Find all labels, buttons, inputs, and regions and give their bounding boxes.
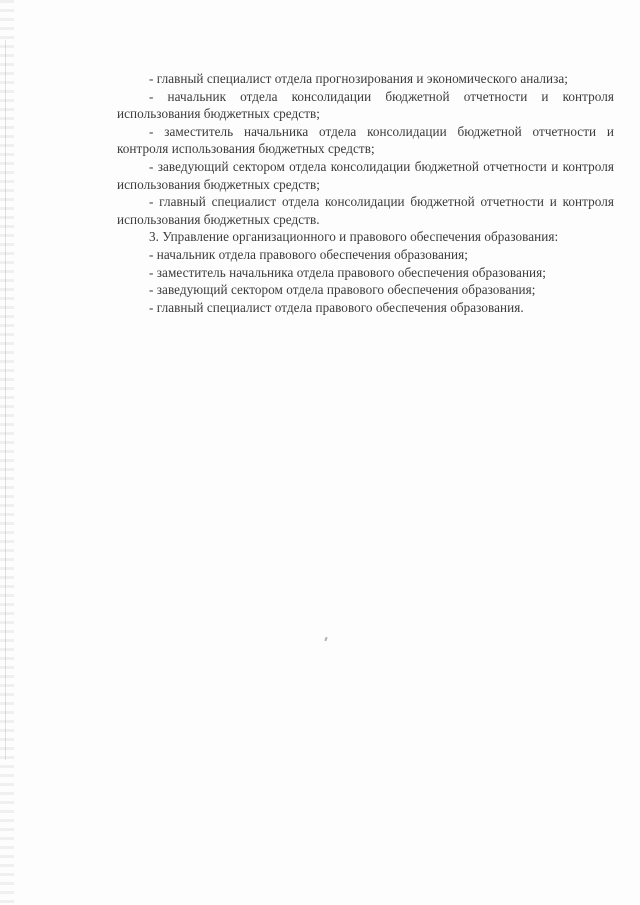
list-item: - заместитель начальника отдела консолидации бюджетной отчетности и контроля использования бюджетных средств; [117,123,614,157]
list-item: - главный специалист отдела правового обеспечения образования. [149,299,524,315]
list-item: - заведующий сектором отдела правового обеспечения образования; [149,282,536,298]
list-item: - начальник отдела консолидации бюджетной отчетности и контроля использования бюджетных средств; [117,88,614,122]
list-item: - главный специалист отдела консолидации бюджетной отчетности и контроля использования бюджетных средств. [117,194,614,227]
scan-edge-line [5,40,6,760]
list-item: - заместитель начальника отдела правового обеспечения образования; [149,264,546,280]
section-heading: 3. Управление организационного и правового обеспечения образования: [149,229,559,245]
scan-edge-artifact [0,0,14,905]
list-item: - главный специалист отдела прогнозирования и экономического анализа; [149,71,569,86]
list-item: - начальник отдела правового обеспечения образования; [149,246,468,262]
document-body [117,70,614,316]
list-item: - заведующий сектором отдела консолидации бюджетной отчетности и контроля использования бюджетных средств; [117,158,614,192]
scan-speck [324,637,327,641]
